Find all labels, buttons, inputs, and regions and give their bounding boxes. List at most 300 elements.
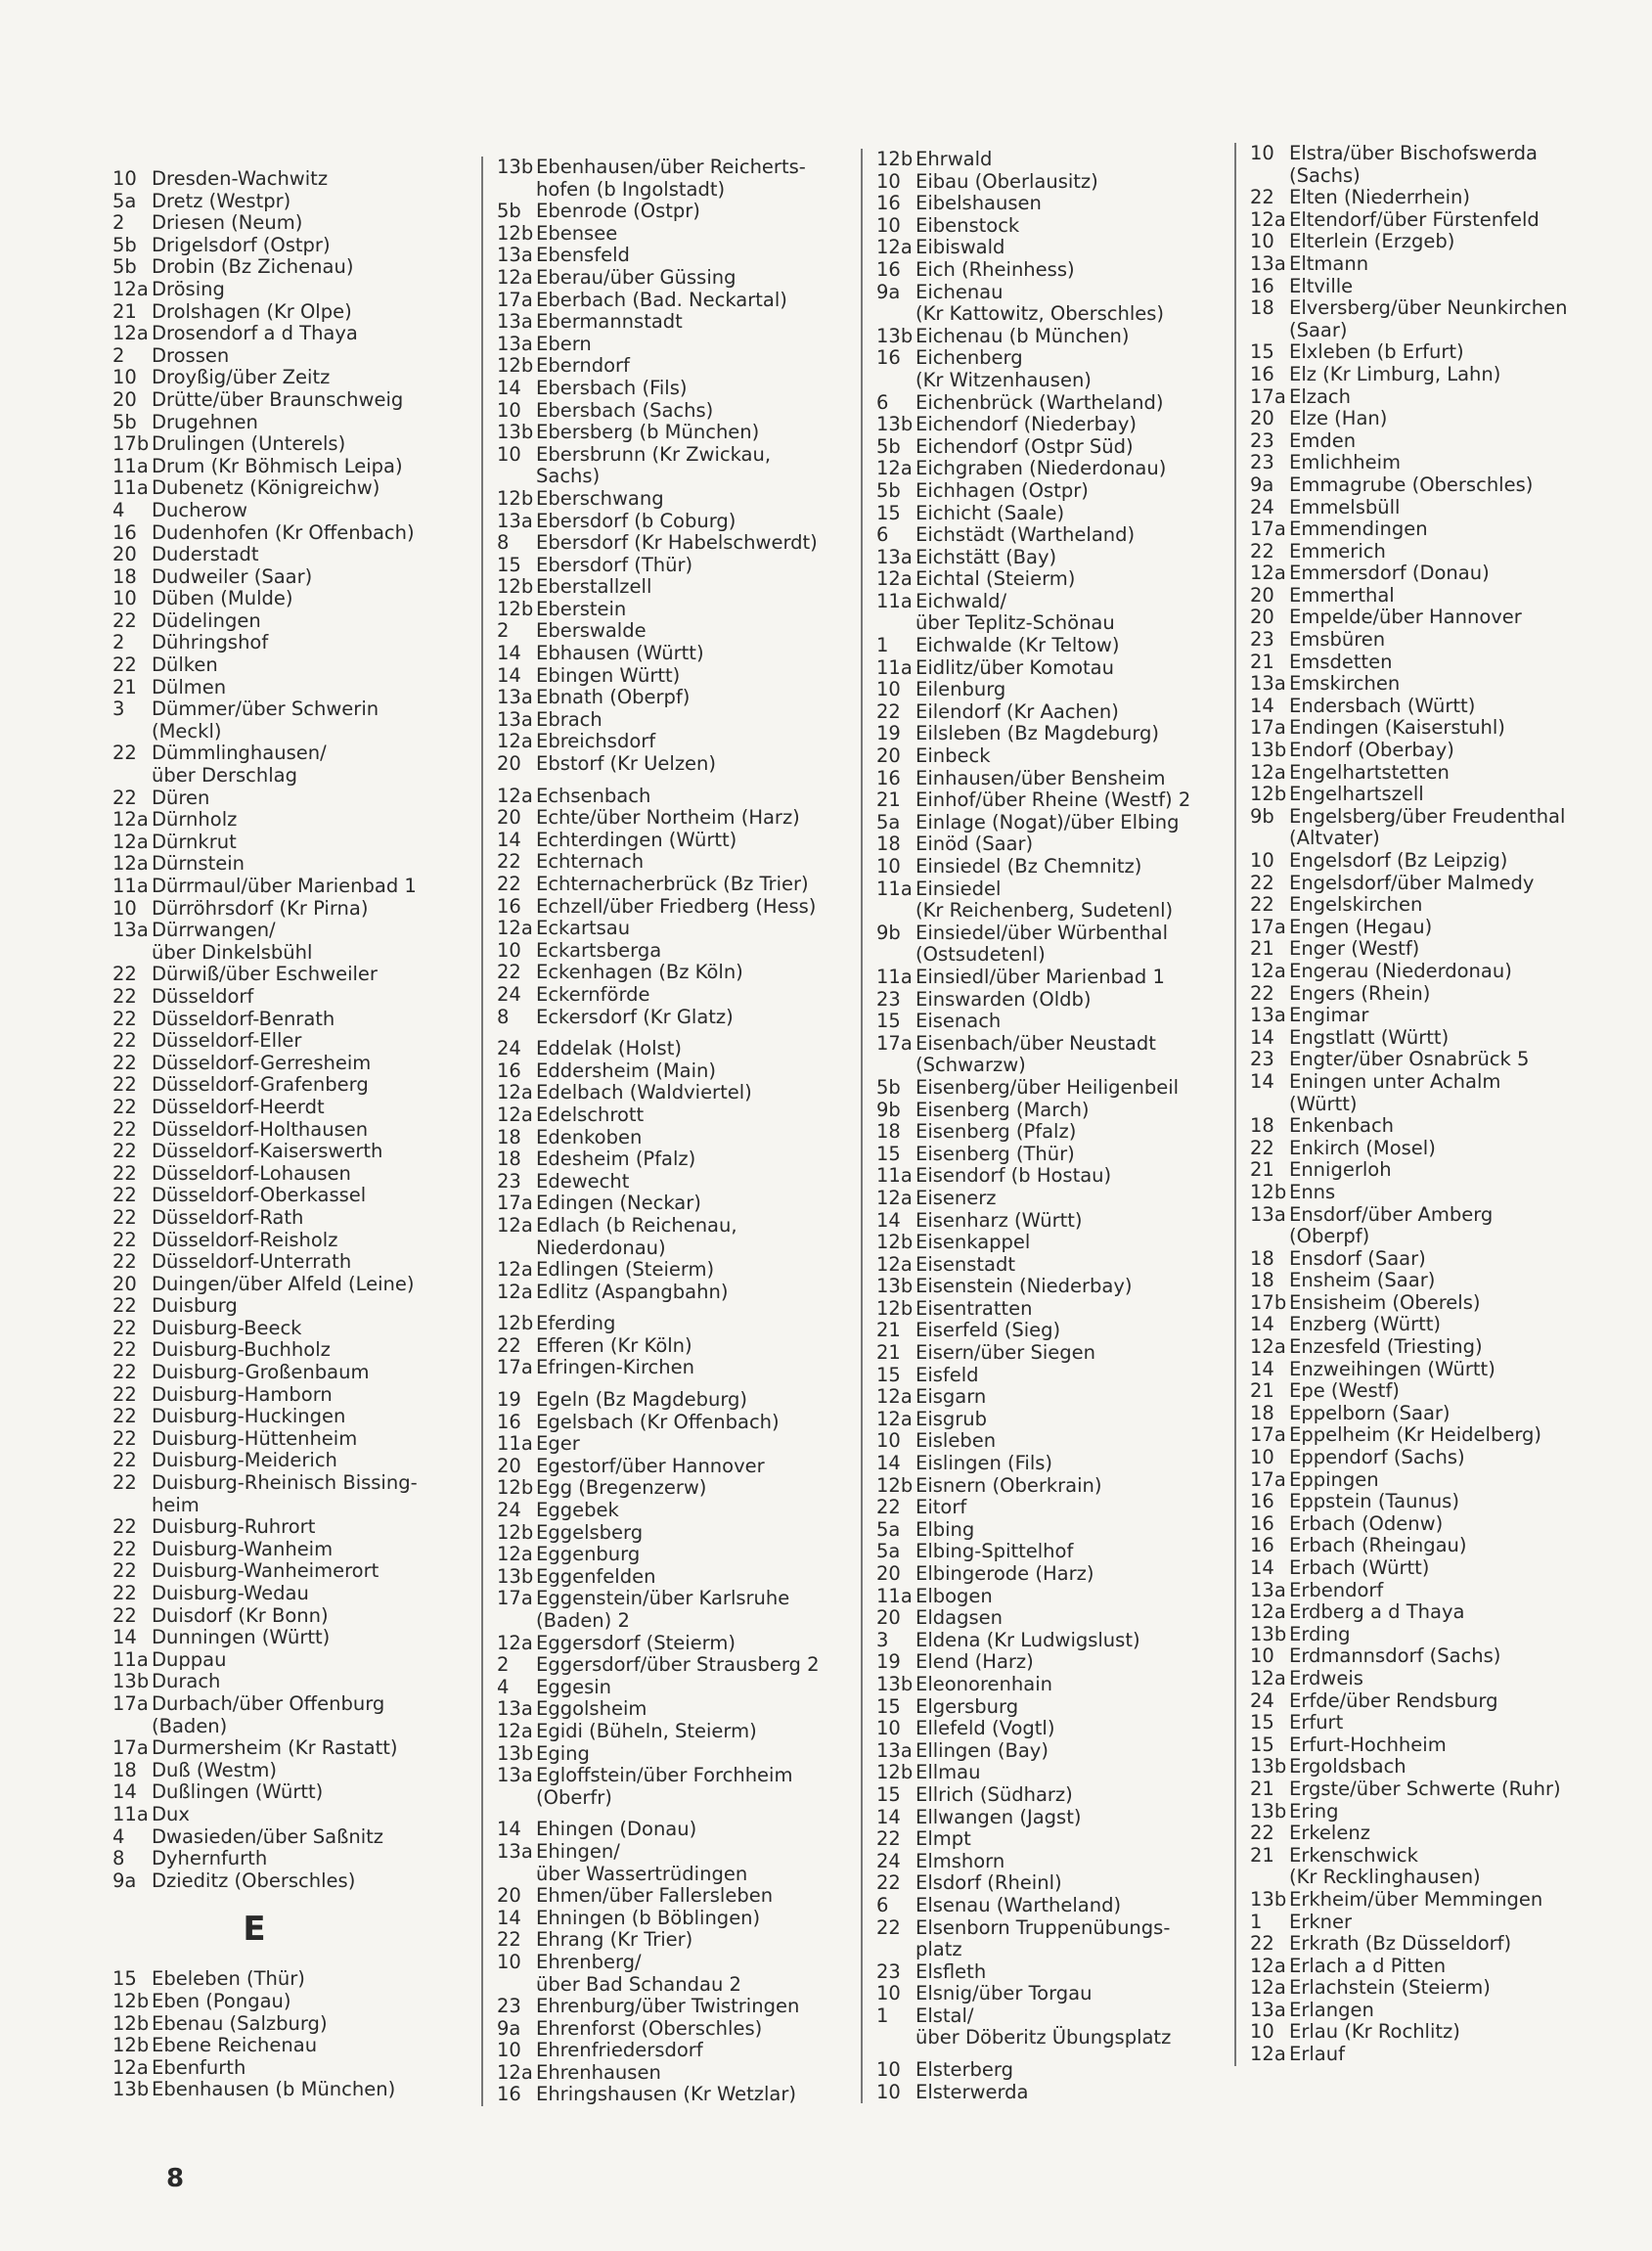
place-name: Eggenstein/über Karlsruhe — [536, 1587, 790, 1610]
list-item — [112, 345, 474, 368]
district-number: 18 — [497, 1125, 521, 1148]
place-name: Eichwalde (Kr Teltow) — [915, 634, 1120, 657]
list-item — [876, 149, 1268, 171]
list-item — [497, 1929, 878, 1952]
place-name: Eisgrub — [915, 1407, 988, 1430]
list-item — [876, 503, 1268, 525]
district-number: 12b — [497, 575, 534, 599]
district-number: 22 — [112, 1537, 137, 1560]
place-name: Ehrenburg/über Twistringen — [536, 1995, 800, 2018]
place-name: Dürrwangen/ — [152, 919, 276, 942]
district-number: 10 — [1250, 1644, 1274, 1668]
district-number: 9a — [497, 2016, 521, 2040]
district-number: 16 — [876, 257, 901, 281]
list-item — [1250, 806, 1651, 829]
place-name: (Kr Kattowitz, Oberschles) — [915, 302, 1165, 326]
district-number: 17a — [1250, 384, 1286, 408]
district-number: 5a — [876, 810, 901, 833]
place-name: Enger (Westf) — [1289, 937, 1420, 961]
place-name: Eckersdorf (Kr Glatz) — [536, 1005, 734, 1028]
place-name: Ehrenberg/ — [536, 1950, 642, 1973]
list-item — [497, 1765, 878, 1787]
place-name: Edelschrott — [536, 1103, 645, 1126]
list-item — [497, 1104, 878, 1127]
list-item — [1250, 1912, 1651, 1934]
list-item — [112, 1760, 474, 1782]
district-number: 13b — [497, 156, 534, 178]
place-name: Drobin (Bz Zichenau) — [152, 255, 354, 279]
district-number: 16 — [1250, 1534, 1274, 1557]
list-item — [876, 1961, 1268, 1984]
place-name: Emmendingen — [1289, 518, 1428, 541]
district-number: 2 — [112, 343, 125, 367]
list-item-continuation — [1250, 1094, 1651, 1116]
place-name: Elmshorn — [915, 1849, 1005, 1872]
district-number: 9a — [876, 280, 901, 303]
list-item — [876, 1586, 1268, 1608]
list-item — [1250, 1005, 1651, 1027]
list-item — [497, 1060, 878, 1083]
district-number: 5a — [876, 1517, 901, 1541]
district-number: 11a — [876, 1584, 913, 1607]
list-item — [1250, 541, 1651, 563]
place-name: Erfurt-Hochheim — [1289, 1733, 1447, 1756]
list-item-continuation — [1250, 165, 1651, 188]
place-name: Emmerich — [1289, 539, 1386, 563]
district-number: 12a — [497, 1631, 533, 1654]
list-item — [1250, 143, 1651, 165]
place-name: Egelsbach (Kr Offenbach) — [536, 1410, 780, 1433]
place-name: Erlauf — [1289, 2043, 1345, 2066]
place-name: Eisendorf (b Hostau) — [915, 1164, 1112, 1188]
district-number: 13a — [1250, 251, 1286, 275]
list-item — [497, 918, 878, 940]
place-name: (Württ) — [1289, 1092, 1358, 1115]
district-number: 24 — [876, 1849, 901, 1872]
district-number: 12a — [1250, 2043, 1286, 2066]
list-item — [497, 786, 878, 808]
place-name: Ebersbrunn (Kr Zwickau, — [536, 442, 772, 466]
column-4 — [1234, 143, 1651, 2066]
place-name: Düsseldorf-Kaiserswerth — [152, 1140, 383, 1163]
place-name: über Bad Schandau 2 — [536, 1972, 741, 1996]
district-number: 20 — [112, 1272, 137, 1295]
place-name: Düben (Mulde) — [152, 587, 293, 610]
place-name: Düsseldorf-Unterrath — [152, 1250, 352, 1274]
district-number: 22 — [112, 963, 137, 986]
list-item — [876, 1386, 1268, 1409]
place-name: Eilsleben (Bz Magdeburg) — [915, 722, 1160, 745]
list-item — [112, 1053, 474, 1075]
district-number: 12a — [112, 852, 149, 876]
list-item — [1250, 762, 1651, 785]
district-number: 22 — [112, 1603, 137, 1627]
place-name: Eibau (Oberlausitz) — [915, 169, 1098, 193]
district-number: 15 — [1250, 1733, 1274, 1756]
district-number: 12b — [497, 354, 534, 378]
list-item — [876, 2082, 1268, 2104]
place-name: Ebersberg (b München) — [536, 421, 760, 444]
district-number: 20 — [497, 1454, 521, 1477]
place-name: Eisenstein (Niederbay) — [915, 1275, 1133, 1298]
list-item — [112, 1074, 474, 1097]
district-number: 12a — [1250, 1666, 1286, 1689]
district-number: 11a — [112, 1802, 149, 1825]
place-name: Eleonorenhain — [915, 1672, 1052, 1695]
list-item-continuation — [497, 1974, 878, 1997]
place-name: Elz (Kr Limburg, Lahn) — [1289, 362, 1501, 385]
district-number: 10 — [112, 587, 137, 610]
district-number: 22 — [112, 1582, 137, 1604]
list-item — [876, 1563, 1268, 1586]
place-name: Eisnern (Oberkrain) — [915, 1473, 1102, 1497]
place-name: Ehrang (Kr Trier) — [536, 1928, 693, 1952]
list-item — [1250, 1491, 1651, 1513]
place-name: Eichhagen (Ostpr) — [915, 478, 1089, 502]
place-name: (Altvater) — [1289, 827, 1380, 850]
district-number: 13a — [497, 686, 533, 709]
place-name: Edewecht — [536, 1169, 630, 1193]
district-number: 12a — [112, 322, 149, 345]
place-name: Ebensee — [536, 221, 618, 245]
district-number: 13b — [1250, 1887, 1287, 1911]
list-item — [876, 215, 1268, 238]
district-number: 12a — [876, 567, 913, 591]
list-item — [1250, 961, 1651, 983]
district-number: 12b — [1250, 1180, 1287, 1203]
place-name: (Kr Recklinghausen) — [1289, 1866, 1481, 1889]
place-name: Engter/über Osnabrück 5 — [1289, 1048, 1530, 1071]
district-number: 10 — [497, 398, 521, 422]
place-name: Eggebek — [536, 1499, 619, 1522]
list-item — [112, 1141, 474, 1163]
district-number: 10 — [1250, 849, 1274, 872]
district-number: 10 — [1250, 2020, 1274, 2044]
place-name: Ebensfeld — [536, 244, 630, 267]
district-number: 12a — [876, 1407, 913, 1430]
district-number: 22 — [1250, 539, 1274, 563]
list-item — [1250, 1756, 1651, 1778]
place-name: Enzesfeld (Triesting) — [1289, 1335, 1483, 1359]
district-number: 15 — [876, 1010, 901, 1033]
district-number: 24 — [1250, 1688, 1274, 1712]
list-item — [497, 1908, 878, 1930]
place-name: Dürrmaul/über Marienbad 1 — [152, 875, 417, 897]
district-number: 13a — [497, 244, 533, 267]
place-name: Dülken — [152, 653, 218, 677]
place-name: Erlau (Kr Rochlitz) — [1289, 2020, 1460, 2044]
list-item — [1250, 1204, 1651, 1227]
list-item — [497, 157, 878, 179]
place-name: Engelsberg/über Freudenthal — [1289, 804, 1566, 828]
list-item — [112, 698, 474, 721]
list-item — [1250, 1270, 1651, 1292]
list-item — [112, 809, 474, 832]
place-name: über Döberitz Übungsplatz — [915, 2026, 1172, 2049]
place-name: Einsiedel — [915, 877, 1002, 900]
district-number: 13a — [1250, 1202, 1286, 1226]
district-number: 22 — [1250, 1932, 1274, 1956]
district-number: 22 — [1250, 1822, 1274, 1845]
list-item — [112, 654, 474, 677]
district-number: 12a — [876, 1385, 913, 1409]
place-name: Eckernförde — [536, 982, 650, 1006]
place-name: Erfde/über Rendsburg — [1289, 1688, 1498, 1712]
list-item — [497, 620, 878, 643]
list-item — [876, 171, 1268, 194]
list-item — [497, 576, 878, 599]
district-number: 12a — [1250, 1335, 1286, 1359]
list-item — [876, 967, 1268, 989]
list-item — [876, 568, 1268, 591]
place-name: (Oberpf) — [1289, 1225, 1370, 1248]
place-name: Eggelsberg — [536, 1520, 644, 1544]
district-number: 22 — [112, 1095, 137, 1118]
place-name: (Saar) — [1289, 318, 1348, 341]
place-name: Eben (Pongau) — [152, 1989, 291, 2012]
list-item — [1250, 518, 1651, 541]
place-name: Eberstein — [536, 597, 627, 620]
list-item — [876, 1872, 1268, 1895]
list-item — [1250, 452, 1651, 474]
district-number: 14 — [1250, 1069, 1274, 1093]
place-name: Driesen (Neum) — [152, 211, 303, 235]
district-number: 12a — [497, 1081, 533, 1104]
list-item — [1250, 1601, 1651, 1624]
district-number: 12a — [876, 457, 913, 480]
district-number: 22 — [112, 984, 137, 1008]
list-item — [1250, 740, 1651, 762]
place-name: Düsseldorf-Rath — [152, 1205, 304, 1229]
district-number: 5b — [112, 233, 137, 256]
list-item-continuation — [876, 370, 1268, 392]
list-item — [497, 1148, 878, 1171]
district-number: 13b — [1250, 1622, 1287, 1645]
district-number: 18 — [112, 1758, 137, 1781]
list-item — [497, 940, 878, 963]
district-number: 23 — [1250, 428, 1274, 452]
place-name: Eisfeld — [915, 1363, 979, 1386]
place-name: Ensisheim (Oberels) — [1289, 1290, 1481, 1314]
place-name: Ellefeld (Vogtl) — [915, 1717, 1055, 1740]
list-item — [112, 1781, 474, 1804]
district-number: 22 — [112, 1184, 137, 1207]
district-number: 13a — [1250, 672, 1286, 696]
place-name: Ensdorf/über Amberg — [1289, 1202, 1494, 1226]
list-item-continuation — [1250, 1867, 1651, 1889]
district-number: 16 — [1250, 1511, 1274, 1535]
place-name: Engelskirchen — [1289, 893, 1423, 917]
district-number: 12a — [1250, 959, 1286, 982]
list-item — [112, 522, 474, 545]
list-item — [112, 1516, 474, 1539]
list-item — [112, 920, 474, 942]
place-name: Echterdingen (Württ) — [536, 828, 737, 851]
list-item — [497, 896, 878, 919]
district-number: 16 — [497, 894, 521, 918]
district-number: 12a — [1250, 562, 1286, 585]
district-number: 22 — [1250, 871, 1274, 894]
district-number: 11a — [112, 1647, 149, 1671]
list-item — [497, 1259, 878, 1282]
list-item — [497, 599, 878, 621]
place-name: Ehningen (b Böblingen) — [536, 1906, 761, 1929]
list-item — [876, 1320, 1268, 1342]
place-name: Duisburg-Buchholz — [152, 1338, 331, 1362]
district-number: 5a — [876, 1540, 901, 1563]
place-name: Dzieditz (Oberschles) — [152, 1868, 356, 1892]
district-number: 11a — [876, 877, 913, 900]
district-number: 21 — [1250, 937, 1274, 961]
list-item — [497, 1654, 878, 1677]
list-item — [876, 1762, 1268, 1784]
place-name: Enkirch (Mosel) — [1289, 1136, 1436, 1159]
district-number: 22 — [112, 1140, 137, 1163]
list-item-continuation — [876, 944, 1268, 967]
list-item — [1250, 1933, 1651, 1956]
district-number: 20 — [112, 543, 137, 566]
list-item — [876, 1784, 1268, 1807]
district-number: 11a — [876, 589, 913, 612]
list-item — [1250, 1115, 1651, 1138]
district-number: 12b — [876, 148, 914, 170]
list-item-continuation — [876, 1939, 1268, 1961]
place-name: Eichendorf (Niederbay) — [915, 413, 1138, 436]
district-number: 20 — [876, 1606, 901, 1630]
list-item — [876, 1828, 1268, 1851]
list-item — [497, 511, 878, 533]
district-number: 22 — [112, 1161, 137, 1185]
list-item — [112, 1362, 474, 1384]
place-name: Elzach — [1289, 384, 1352, 408]
column-3 — [861, 149, 1268, 2103]
list-item — [112, 1539, 474, 1561]
district-number: 21 — [1250, 1843, 1274, 1867]
list-item — [112, 1804, 474, 1826]
place-name: Ebersdorf (Kr Habelschwerdt) — [536, 531, 818, 555]
district-number: 12a — [497, 917, 533, 940]
district-number: 20 — [876, 744, 901, 768]
list-item-continuation — [876, 612, 1268, 635]
place-name: Engimar — [1289, 1004, 1369, 1027]
place-name: Ehrenhausen — [536, 2060, 661, 2084]
list-item — [112, 2079, 474, 2101]
place-name: Düsseldorf — [152, 984, 254, 1008]
district-number: 21 — [1250, 650, 1274, 673]
list-item — [1250, 607, 1651, 629]
place-name: über Teplitz-Schönau — [915, 611, 1115, 635]
place-name: Elsterwerda — [915, 2080, 1029, 2103]
district-number: 12a — [112, 2055, 149, 2079]
district-number: 1 — [876, 634, 889, 657]
list-item — [1250, 386, 1651, 409]
list-item — [1250, 1380, 1651, 1403]
district-number: 12a — [497, 1543, 533, 1566]
place-name: Duisburg-Huckingen — [152, 1405, 346, 1428]
place-name: Drum (Kr Böhmisch Leipa) — [152, 454, 403, 477]
place-name: Ebermannstadt — [536, 310, 683, 334]
district-number: 13b — [876, 1672, 914, 1695]
place-name: Egloffstein/über Forchheim — [536, 1764, 793, 1787]
place-name: Enzweihingen (Württ) — [1289, 1357, 1496, 1380]
district-number: 15 — [876, 1694, 901, 1718]
place-name: Elsfleth — [915, 1959, 987, 1983]
place-name: Einhausen/über Bensheim — [915, 766, 1166, 789]
column-1 — [112, 168, 474, 2101]
district-number: 12a — [876, 1252, 913, 1276]
place-name: Elbogen — [915, 1584, 993, 1607]
place-name: Drulingen (Unterels) — [152, 432, 346, 456]
place-name: Duisburg-Wedau — [152, 1582, 309, 1604]
list-item — [497, 267, 878, 290]
district-number: 21 — [112, 675, 137, 698]
list-item-continuation — [112, 942, 474, 965]
district-number: 15 — [112, 1967, 137, 1991]
list-item — [1250, 983, 1651, 1006]
list-item — [497, 753, 878, 776]
list-item — [497, 355, 878, 378]
list-item — [497, 1588, 878, 1610]
list-item — [876, 1475, 1268, 1498]
place-name: Egg (Bregenzerw) — [536, 1476, 707, 1500]
district-number: 13b — [876, 1275, 914, 1298]
list-item — [112, 1583, 474, 1605]
place-name: Dümmlinghausen/ — [152, 742, 327, 765]
list-item — [112, 986, 474, 1009]
place-name: Eichstätt (Bay) — [915, 545, 1057, 568]
list-item — [112, 632, 474, 654]
district-number: 12a — [497, 2060, 533, 2084]
list-item — [1250, 2000, 1651, 2022]
district-number: 13b — [1250, 1755, 1287, 1778]
list-item — [1250, 1138, 1651, 1160]
place-name: Erbach (Rheingau) — [1289, 1534, 1467, 1557]
list-item-continuation — [112, 1716, 474, 1738]
list-item — [876, 1254, 1268, 1277]
place-name: Echternach — [536, 850, 645, 874]
place-name: Elgersburg — [915, 1694, 1019, 1718]
place-name: Endersbach (Württ) — [1289, 694, 1476, 717]
list-item — [1250, 231, 1651, 253]
place-name: Erlach a d Pitten — [1289, 1954, 1447, 1977]
place-name: Düdelingen — [152, 608, 261, 632]
place-name: Eging — [536, 1741, 590, 1765]
district-number: 13a — [1250, 1578, 1286, 1601]
list-item — [1250, 474, 1651, 497]
list-item — [112, 876, 474, 898]
district-number: 14 — [112, 1780, 137, 1804]
list-item — [112, 212, 474, 235]
district-number: 18 — [876, 833, 901, 856]
district-number: 14 — [1250, 1313, 1274, 1336]
place-name: Ebenau (Salzburg) — [152, 2011, 328, 2035]
district-number: 15 — [876, 1363, 901, 1386]
place-name: Emmelsbüll — [1289, 495, 1401, 518]
list-item — [112, 788, 474, 810]
list-item-continuation — [876, 1055, 1268, 1077]
list-item — [497, 334, 878, 356]
place-name: Elxleben (b Erfurt) — [1289, 340, 1464, 364]
place-name: Düsseldorf-Heerdt — [152, 1095, 325, 1118]
district-number: 22 — [112, 1449, 137, 1472]
place-name: Eisenberg/über Heiligenbeil — [915, 1075, 1180, 1099]
list-item — [497, 807, 878, 830]
list-item — [876, 768, 1268, 790]
list-item — [876, 547, 1268, 569]
place-name: Erkelenz — [1289, 1822, 1370, 1845]
district-number: 22 — [112, 1117, 137, 1141]
district-number: 13a — [112, 919, 149, 942]
